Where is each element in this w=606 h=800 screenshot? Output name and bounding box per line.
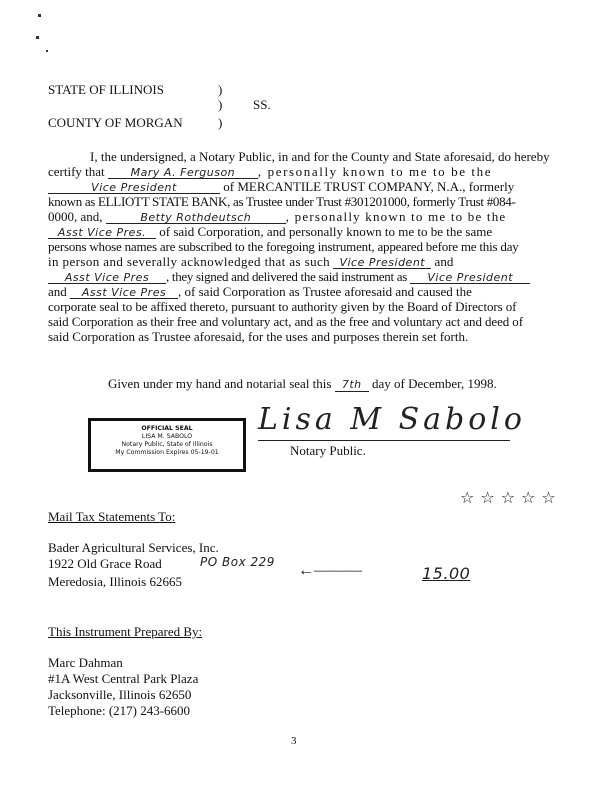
prepared-line: Marc Dahman [48, 655, 123, 670]
given-line [108, 376, 497, 392]
cert-line-1: I, the undersigned, a Notary Public, in and for the County and State aforesaid, do hereby [90, 149, 550, 164]
cert-line-7: persons whose names are subscribed to the foregoing instrument, appeared before me this day [48, 239, 519, 254]
cert-line-8 [48, 254, 453, 269]
handwritten-name: Betty Rothdeutsch [106, 210, 286, 224]
cert-text: and [434, 254, 454, 269]
cert-text: certify that [48, 164, 105, 179]
cert-line-4: known as ELLIOTT STATE BANK, as Trustee under Trust #301201000, formerly Trust #084- [48, 194, 516, 209]
cert-text: , personally known to me to be the [285, 209, 507, 224]
cert-line-11: corporate seal to be affixed thereto, pursuant to authority given by the Board of Directors of [48, 299, 517, 314]
margin-mark [38, 14, 41, 17]
venue-paren: ) [218, 82, 223, 97]
star-marks: ☆☆☆☆☆ [460, 488, 562, 507]
mail-line: Meredosia, Illinois 62665 [48, 574, 182, 589]
cert-line-9 [48, 269, 530, 284]
cert-text: of MERCANTILE TRUST COMPANY, N.A., formerly [223, 179, 515, 194]
signature-caption: Notary Public. [290, 443, 366, 458]
margin-mark [46, 50, 48, 52]
handwritten-title: Asst Vice Pres. [48, 225, 156, 239]
seal-line: My Commission Expires 05-19-01 [115, 449, 219, 456]
venue-paren: ) [218, 115, 223, 130]
cert-text: , personally known to me to be the [257, 164, 493, 179]
handwritten-pobox: PO Box 229 [200, 555, 275, 569]
handwritten-day: 7th [335, 378, 369, 392]
cert-line-5 [48, 209, 506, 224]
venue-state: STATE OF ILLINOIS [48, 82, 164, 97]
mail-line: Bader Agricultural Services, Inc. [48, 540, 219, 555]
prepared-line: Telephone: (217) 243-6600 [48, 703, 191, 718]
seal-title: OFFICIAL SEAL [141, 425, 193, 432]
seal-line: Notary Public, State of Illinois [121, 441, 213, 448]
handwritten-title: Asst Vice Pres [48, 270, 166, 284]
seal-name: LISA M. SABOLO [141, 433, 193, 440]
handwritten-name: Mary A. Ferguson [108, 165, 258, 179]
handwritten-arrow: ←——— [298, 562, 362, 579]
prepared-heading: This Instrument Prepared By: [48, 624, 203, 639]
handwritten-title: Asst Vice Pres [70, 285, 178, 299]
venue-paren: ) [218, 97, 223, 112]
prepared-line: Jacksonville, Illinois 62650 [48, 687, 192, 702]
signature-line [258, 440, 510, 441]
venue-ss: SS. [253, 97, 271, 112]
cert-text: in person and severally acknowledged that as such [48, 254, 331, 269]
cert-text: of said Corporation, and personally known to me to be the same [159, 224, 493, 239]
cert-text: and [48, 284, 67, 299]
cert-line-3 [48, 179, 514, 194]
cert-line-2 [48, 164, 492, 179]
handwritten-title: Vice President [48, 180, 220, 194]
handwritten-title: Vice President [410, 270, 530, 284]
handwritten-title: Vice President [333, 255, 431, 269]
given-text: day of December, 1998. [371, 376, 497, 391]
mail-heading: Mail Tax Statements To: [48, 509, 176, 524]
handwritten-amount: 15.00 [422, 564, 471, 583]
cert-line-10 [48, 284, 472, 299]
notary-seal-stamp [88, 418, 246, 472]
margin-mark [36, 36, 39, 39]
cert-line-6 [48, 224, 492, 239]
given-text: Given under my hand and notarial seal this [108, 376, 332, 391]
venue-county: COUNTY OF MORGAN [48, 115, 183, 130]
mail-line: 1922 Old Grace Road [48, 556, 162, 571]
notary-signature: Lisa M Sabolo [258, 402, 526, 437]
cert-line-12: said Corporation as their free and voluntary act, and as the free and voluntary act and deed of [48, 314, 523, 329]
page-number: 3 [291, 735, 297, 747]
cert-text: 0000, and, [48, 209, 103, 224]
cert-text: , of said Corporation as Trustee aforesaid and caused the [178, 284, 472, 299]
prepared-line: #1A West Central Park Plaza [48, 671, 199, 686]
cert-text: , they signed and delivered the said instrument as [166, 269, 407, 284]
cert-line-13: said Corporation as Trustee aforesaid, for the uses and purposes therein set forth. [48, 329, 469, 344]
